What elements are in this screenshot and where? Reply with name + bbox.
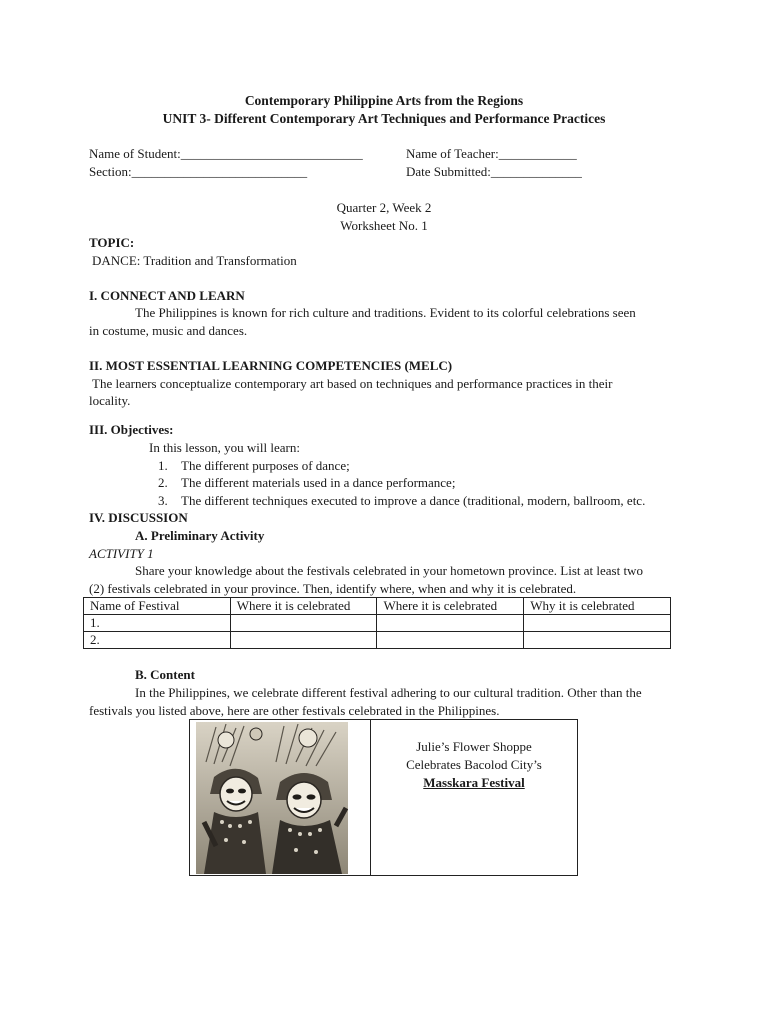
objective-number: 2. [158,475,168,490]
connect-text-line2: in costume, music and dances. [89,323,248,338]
quarter-label: Quarter 2, Week 2 [336,200,432,215]
activity-instructions-line1: Share your knowledge about the festivals celebrated in your hometown province. List at least two [135,563,643,578]
objective-number: 3. [158,493,168,508]
table-row [84,632,671,649]
table-header-cell: Name of Festival [84,598,231,615]
table-cell[interactable] [377,632,524,649]
objective-item: The different materials used in a dance performance; [181,475,456,490]
objectives-heading: III. Objectives: [89,422,174,437]
document-title: Contemporary Philippine Arts from the Regions [244,93,524,108]
date-submitted-field[interactable]: Date Submitted:______________ [406,164,582,179]
caption-line-2: Celebrates Bacolod City’s [406,757,542,772]
table-cell[interactable] [524,632,671,649]
objectives-intro: In this lesson, you will learn: [149,440,300,455]
table-cell[interactable] [377,615,524,632]
objective-item: The different techniques executed to improve a dance (traditional, modern, ballroom, etc. [181,493,646,508]
festival-feature-box [189,719,578,876]
table-cell[interactable] [230,632,377,649]
table-cell[interactable]: 1. [84,615,231,632]
activity-label: ACTIVITY 1 [89,546,154,561]
connect-heading: I. CONNECT AND LEARN [89,288,245,303]
melc-text-line2: locality. [89,393,131,408]
topic-text: DANCE: Tradition and Transformation [92,253,297,268]
objective-number: 1. [158,458,168,473]
activity-instructions-line2: (2) festivals celebrated in your province. Then, identify where, when and why it is celebrated. [89,581,577,596]
content-heading: B. Content [135,667,195,682]
melc-text-line1: The learners conceptualize contemporary art based on techniques and performance practices in their [92,376,613,391]
caption-line-1: Julie’s Flower Shoppe [416,739,532,754]
table-header-row [84,598,671,615]
festival-caption [371,738,577,792]
table-header-cell: Why it is celebrated [524,598,671,615]
content-text-line2: festivals you listed above, here are other festivals celebrated in the Philippines. [89,703,500,718]
unit-title: UNIT 3- Different Contemporary Art Techniques and Performance Practices [162,111,606,126]
festival-name: Masskara Festival [423,775,525,790]
masskara-festival-photo [196,722,348,874]
table-cell[interactable] [524,615,671,632]
melc-heading: II. MOST ESSENTIAL LEARNING COMPETENCIES (MELC) [89,358,453,373]
festival-table [83,597,671,649]
connect-text-line1: The Philippines is known for rich culture and traditions. Evident to its colorful celebrations seen [135,305,636,320]
table-cell[interactable] [230,615,377,632]
objective-item: The different purposes of dance; [181,458,350,473]
table-row [84,615,671,632]
discussion-heading: IV. DISCUSSION [89,510,188,525]
student-name-field[interactable]: Name of Student:____________________________ [89,146,363,161]
content-text-line1: In the Philippines, we celebrate different festival adhering to our cultural tradition. Other than the [135,685,642,700]
table-cell[interactable]: 2. [84,632,231,649]
preliminary-activity-heading: A. Preliminary Activity [135,528,265,543]
table-header-cell: Where it is celebrated [377,598,524,615]
topic-heading: TOPIC: [89,235,135,250]
teacher-name-field[interactable]: Name of Teacher:____________ [406,146,577,161]
table-header-cell: Where it is celebrated [230,598,377,615]
section-field[interactable]: Section:___________________________ [89,164,308,179]
worksheet-number: Worksheet No. 1 [340,218,428,233]
masskara-dancers-image [196,722,348,874]
